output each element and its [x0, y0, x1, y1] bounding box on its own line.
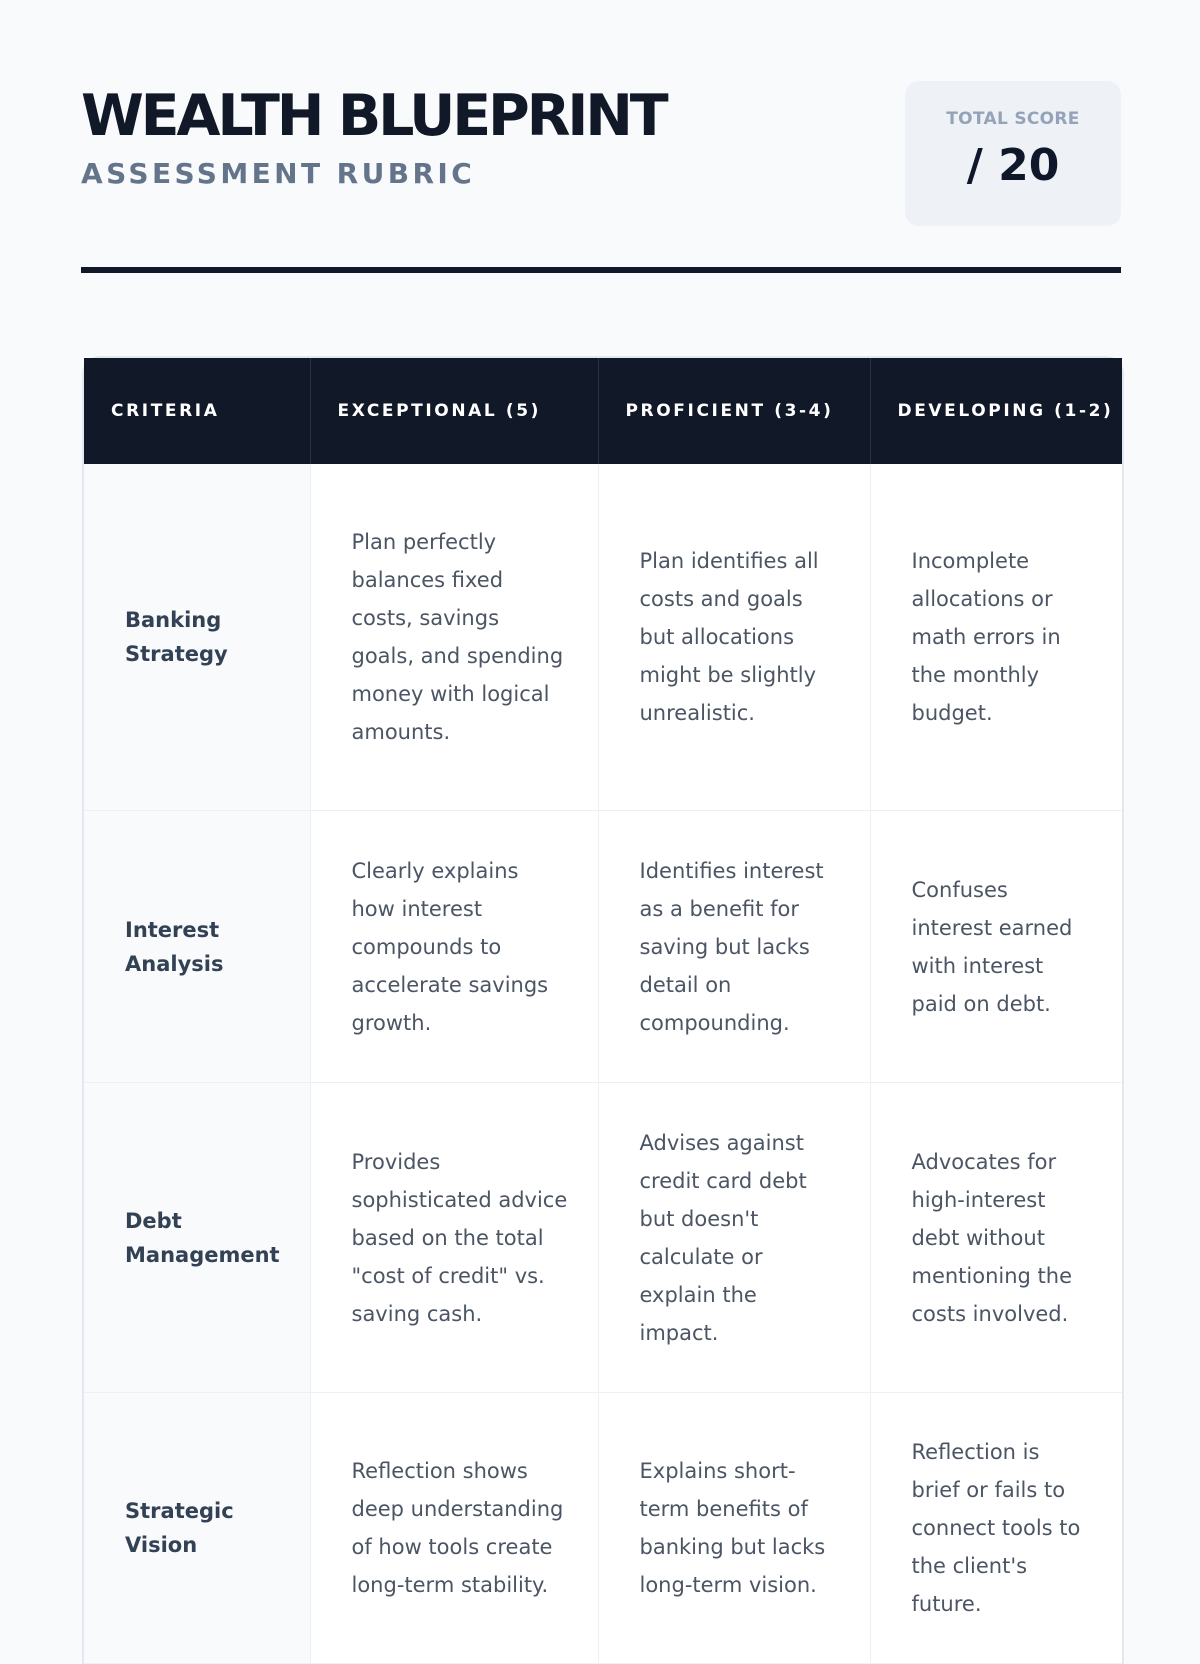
developing-cell: Confuses interest earned with interest paid on debt.	[870, 811, 1122, 1083]
table-row	[84, 464, 1122, 811]
exceptional-cell: Plan perfectly balances fixed costs, savings goals, and spending money with logical amounts.	[310, 464, 598, 811]
header-divider	[81, 267, 1121, 273]
exceptional-cell: Clearly explains how interest compounds to accelerate savings growth.	[310, 811, 598, 1083]
developing-cell: Advocates for high-interest debt without mentioning the costs involved.	[870, 1083, 1122, 1393]
exceptional-cell: Reflection shows deep understanding of how tools create long-term stability.	[310, 1393, 598, 1664]
proficient-cell: Advises against credit card debt but doesn't calculate or explain the impact.	[598, 1083, 870, 1393]
page-subtitle: ASSESSMENT RUBRIC	[81, 157, 476, 190]
column-header-criteria: CRITERIA	[84, 358, 310, 464]
developing-cell: Incomplete allocations or math errors in the monthly budget.	[870, 464, 1122, 811]
total-score-box	[905, 81, 1121, 226]
exceptional-cell: Provides sophisticated advice based on the total "cost of credit" vs. saving cash.	[310, 1083, 598, 1393]
table-header-row	[84, 358, 1122, 464]
developing-cell: Reflection is brief or fails to connect tools to the client's future.	[870, 1393, 1122, 1664]
proficient-cell: Plan identifies all costs and goals but allocations might be slightly unrealistic.	[598, 464, 870, 811]
column-header-proficient: PROFICIENT (3-4)	[598, 358, 870, 464]
criteria-cell: Strategic Vision	[84, 1393, 310, 1664]
table-row	[84, 1083, 1122, 1393]
total-score-label: TOTAL SCORE	[946, 109, 1080, 129]
proficient-cell: Explains short-term benefits of banking but lacks long-term vision.	[598, 1393, 870, 1664]
column-header-exceptional: EXCEPTIONAL (5)	[310, 358, 598, 464]
rubric-table	[82, 356, 1124, 1664]
table-row	[84, 811, 1122, 1083]
criteria-cell: Interest Analysis	[84, 811, 310, 1083]
criteria-cell: Banking Strategy	[84, 464, 310, 811]
page-title: WEALTH BLUEPRINT	[81, 83, 666, 149]
criteria-cell: Debt Management	[84, 1083, 310, 1393]
table-row	[84, 1393, 1122, 1664]
proficient-cell: Identifies interest as a benefit for saving but lacks detail on compounding.	[598, 811, 870, 1083]
total-score-value: / 20	[966, 140, 1060, 191]
column-header-developing: DEVELOPING (1-2)	[870, 358, 1122, 464]
